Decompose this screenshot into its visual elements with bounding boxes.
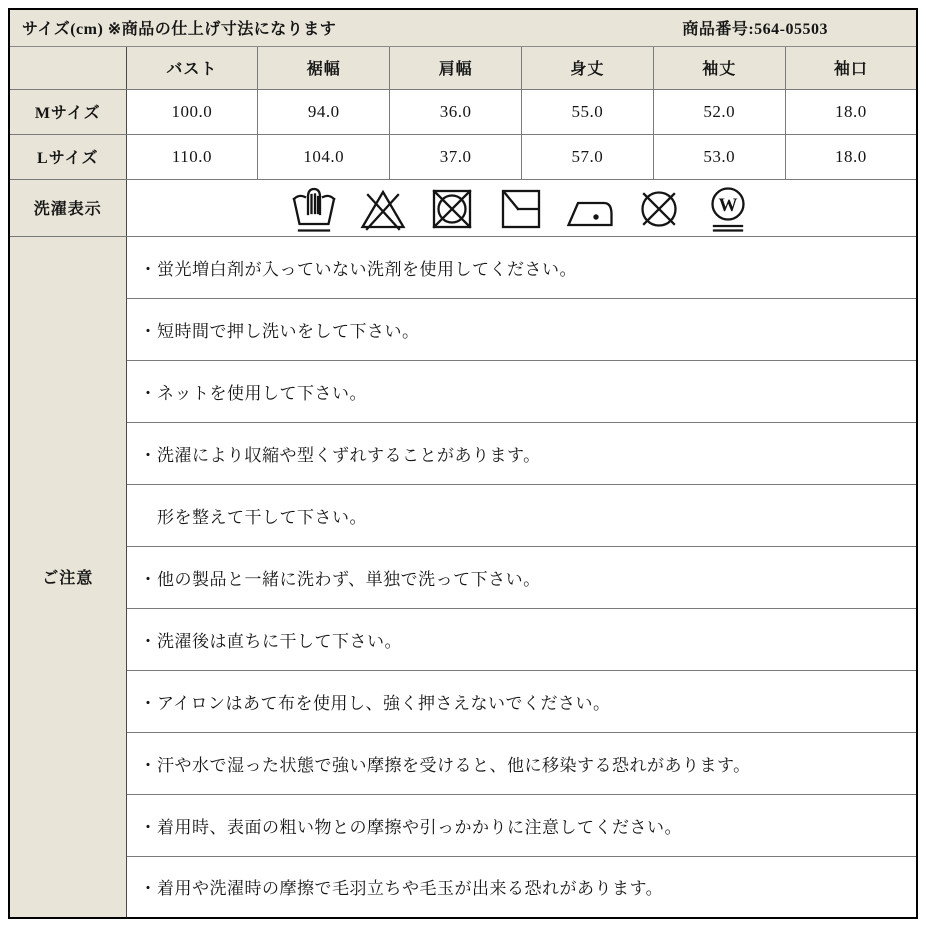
caution-row — [9, 298, 917, 360]
size-row-m — [9, 89, 917, 134]
size-row-l — [9, 134, 917, 179]
spec-table — [8, 8, 918, 919]
caution-note: ・汗や水で湿った状態で強い摩擦を受けると、他に移染する恐れがあります。 — [126, 732, 917, 794]
flat-dry-in-shade-icon — [497, 184, 545, 234]
row-label-wash-symbols: 洗濯表示 — [9, 179, 126, 236]
size-value: 18.0 — [785, 89, 917, 134]
caution-row — [9, 732, 917, 794]
do-not-tumble-dry-icon — [428, 184, 476, 234]
size-value: 55.0 — [521, 89, 653, 134]
caution-note: 形を整えて干して下さい。 — [126, 484, 917, 546]
size-value: 110.0 — [126, 134, 258, 179]
wet-clean-gentle-icon — [704, 184, 752, 234]
product-number: 商品番号:564-05503 — [682, 21, 828, 39]
size-value: 100.0 — [126, 89, 258, 134]
caution-note: ・短時間で押し洗いをして下さい。 — [126, 298, 917, 360]
size-value: 57.0 — [521, 134, 653, 179]
caution-row — [9, 856, 917, 918]
column-header-sleeve-length: 袖丈 — [653, 46, 785, 89]
column-header-body-length: 身丈 — [521, 46, 653, 89]
column-header-cuff: 袖口 — [785, 46, 917, 89]
size-value: 104.0 — [258, 134, 390, 179]
title-row — [9, 9, 917, 46]
wash-icon-strip — [127, 182, 917, 234]
row-label-l-size: Lサイズ — [9, 134, 126, 179]
caution-note: ・洗濯により収縮や型くずれすることがあります。 — [126, 422, 917, 484]
iron-low-heat-icon — [566, 184, 614, 234]
caution-row — [9, 546, 917, 608]
size-value: 18.0 — [785, 134, 917, 179]
size-value: 36.0 — [390, 89, 522, 134]
caution-row — [9, 422, 917, 484]
column-header-shoulder-width: 肩幅 — [390, 46, 522, 89]
caution-note: ・蛍光増白剤が入っていない洗剤を使用してください。 — [126, 236, 917, 298]
caution-row — [9, 484, 917, 546]
title-bar-cell — [9, 9, 917, 46]
size-value: 53.0 — [653, 134, 785, 179]
corner-cell — [9, 46, 126, 89]
caution-note: ・ネットを使用して下さい。 — [126, 360, 917, 422]
caution-note: ・着用や洗濯時の摩擦で毛羽立ちや毛玉が出来る恐れがあります。 — [126, 856, 917, 918]
size-value: 52.0 — [653, 89, 785, 134]
do-not-dry-clean-icon — [635, 184, 683, 234]
size-value: 94.0 — [258, 89, 390, 134]
caution-row — [9, 360, 917, 422]
caution-row — [9, 794, 917, 856]
column-header-bust: バスト — [126, 46, 258, 89]
caution-note: ・洗濯後は直ちに干して下さい。 — [126, 608, 917, 670]
row-label-m-size: Mサイズ — [9, 89, 126, 134]
caution-row — [9, 608, 917, 670]
size-value: 37.0 — [390, 134, 522, 179]
row-label-caution: ご注意 — [9, 236, 126, 918]
column-header-row — [9, 46, 917, 89]
column-header-hem-width: 裾幅 — [258, 46, 390, 89]
svg-text:W: W — [718, 194, 738, 216]
size-spec-table — [8, 8, 918, 919]
caution-note: ・他の製品と一緒に洗わず、単独で洗って下さい。 — [126, 546, 917, 608]
caution-row — [9, 236, 917, 298]
wash-symbols-row — [9, 179, 917, 236]
hand-wash-icon — [290, 184, 338, 234]
caution-note: ・着用時、表面の粗い物との摩擦や引っかかりに注意してください。 — [126, 794, 917, 856]
table-title: サイズ(cm) ※商品の仕上げ寸法になります — [22, 21, 337, 39]
caution-note: ・アイロンはあて布を使用し、強く押さえないでください。 — [126, 670, 917, 732]
wash-symbols-cell — [126, 179, 917, 236]
caution-row — [9, 670, 917, 732]
do-not-bleach-icon — [359, 184, 407, 234]
